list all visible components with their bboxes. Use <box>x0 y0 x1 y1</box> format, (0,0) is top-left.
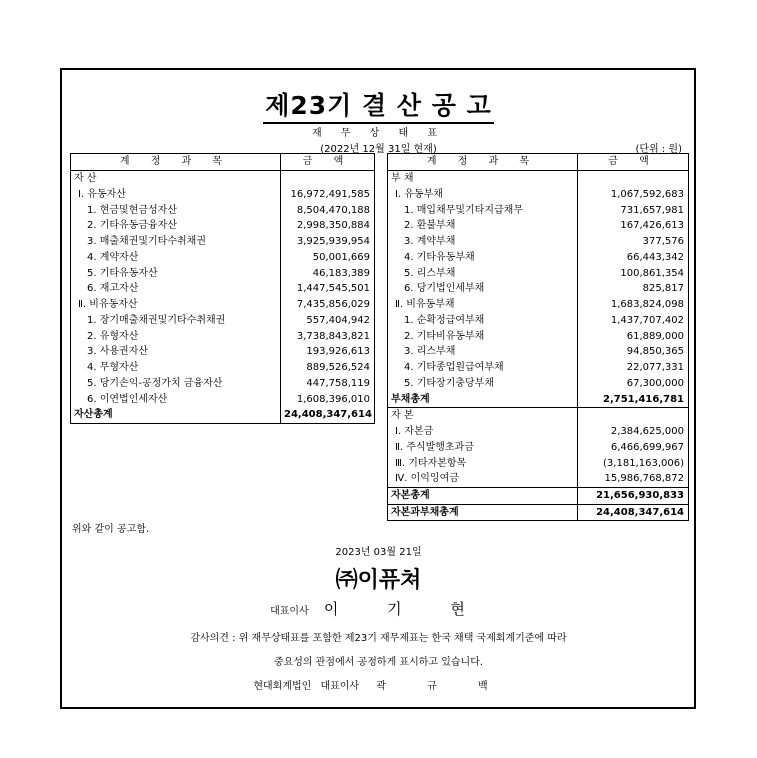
account-cell: 5. 기타유동자산 <box>71 265 281 281</box>
account-cell: 6. 재고자산 <box>71 281 281 297</box>
table-row <box>71 265 375 281</box>
table-row <box>388 440 689 456</box>
amount-cell: 46,183,389 <box>312 267 370 279</box>
table-row <box>388 187 689 203</box>
amount-cell: 447,758,119 <box>306 377 370 389</box>
account-cell: 2. 환불부채 <box>388 218 578 234</box>
table-row <box>71 313 375 329</box>
table-row <box>71 218 375 234</box>
account-cell: 6. 이연법인세자산 <box>71 391 281 407</box>
table-row <box>388 391 689 407</box>
liabilities-equity-table <box>387 153 689 521</box>
signature-date: 2023년 03월 21일 <box>335 547 422 558</box>
account-cell: 자산총계 <box>71 407 281 423</box>
amount-cell: 21,656,930,833 <box>578 487 689 504</box>
table-row <box>388 328 689 344</box>
table-row <box>71 328 375 344</box>
account-cell: 자 산 <box>71 170 281 186</box>
account-cell: Ⅰ. 유동자산 <box>71 187 281 203</box>
table-row <box>71 391 375 407</box>
audit-opinion-line-1: 감사의견 : 위 재무상태표를 포함한 제23기 재무제표는 한국 채택 국제회계기준에 따라 <box>190 633 567 644</box>
liabilities-equity-body <box>388 170 689 521</box>
amount-cell: 7,435,856,029 <box>296 299 370 311</box>
table-row <box>71 250 375 266</box>
amount-cell: 731,657,981 <box>620 204 684 216</box>
table-row <box>71 407 375 423</box>
amount-cell: 66,443,342 <box>626 251 684 263</box>
account-cell: 1. 매입채무및기타지급채무 <box>388 202 578 218</box>
table-row <box>71 281 375 297</box>
amount-header: 금 액 <box>578 154 689 171</box>
table-row <box>71 376 375 392</box>
account-cell: 자본총계 <box>388 487 578 504</box>
table-row <box>388 344 689 360</box>
amount-cell: 2,998,350,884 <box>296 220 370 232</box>
account-cell: Ⅱ. 비유동부채 <box>388 297 578 313</box>
account-cell: 3. 사용권자산 <box>71 344 281 360</box>
ceo-title: 대표이사 <box>270 606 309 617</box>
table-row <box>388 424 689 440</box>
account-cell: 2. 기타비유동부채 <box>388 328 578 344</box>
account-cell: 5. 기타장기충당부채 <box>388 376 578 392</box>
liabilities-header-row <box>388 154 689 171</box>
assets-header-row <box>71 154 375 171</box>
account-cell: 5. 당기손익-공정가치 금융자산 <box>71 376 281 392</box>
amount-cell: 22,077,331 <box>626 362 684 374</box>
amount-cell: 67,300,000 <box>626 377 684 389</box>
amount-cell: 557,404,942 <box>306 314 370 326</box>
amount-cell <box>578 408 689 424</box>
table-row <box>71 202 375 218</box>
amount-cell: 1,608,396,010 <box>296 393 370 405</box>
ceo-line <box>0 598 757 619</box>
table-row <box>388 234 689 250</box>
account-cell: 4. 기타유동부채 <box>388 250 578 266</box>
amount-cell: 3,738,843,821 <box>296 330 370 342</box>
account-cell: 4. 기타종업원급여부채 <box>388 360 578 376</box>
assets-table <box>70 153 375 424</box>
account-cell: 6. 당기법인세부채 <box>388 281 578 297</box>
table-row <box>388 487 689 504</box>
amount-cell: 889,526,524 <box>306 362 370 374</box>
account-cell: Ⅲ. 기타자본항목 <box>388 455 578 471</box>
amount-cell <box>578 170 689 186</box>
notice-note: 위와 같이 공고함. <box>72 524 150 535</box>
table-row <box>71 344 375 360</box>
table-row <box>388 281 689 297</box>
table-row <box>388 376 689 392</box>
account-cell: 자본과부채총계 <box>388 504 578 521</box>
table-row <box>388 218 689 234</box>
amount-cell: 2,384,625,000 <box>610 426 684 438</box>
account-cell: Ⅰ. 유동부채 <box>388 187 578 203</box>
table-row <box>71 187 375 203</box>
account-cell: Ⅱ. 주식발행초과금 <box>388 440 578 456</box>
account-cell: 2. 기타유동금융자산 <box>71 218 281 234</box>
account-cell: Ⅱ. 비유동자산 <box>71 297 281 313</box>
auditor-title: 대표이사 <box>320 681 360 692</box>
amount-cell: 24,408,347,614 <box>284 409 372 421</box>
account-cell: 자 본 <box>388 408 578 424</box>
table-row <box>388 313 689 329</box>
amount-cell: 167,426,613 <box>620 220 684 232</box>
account-cell: 3. 매출채권및기타수취채권 <box>71 234 281 250</box>
amount-header: 금 액 <box>281 154 375 171</box>
amount-cell: 2,751,416,781 <box>603 393 684 405</box>
auditor-line <box>0 677 757 692</box>
table-row <box>71 360 375 376</box>
amount-cell: 61,889,000 <box>626 330 684 342</box>
amount-cell: (3,181,163,006) <box>603 457 684 469</box>
table-row <box>388 360 689 376</box>
amount-cell <box>281 170 375 186</box>
account-cell: 1. 순확정급여부채 <box>388 313 578 329</box>
amount-cell: 94,850,365 <box>626 346 684 358</box>
amount-cell: 6,466,699,967 <box>610 441 684 453</box>
table-row <box>388 504 689 521</box>
notice-title: 제23기 결 산 공 고 <box>0 86 757 122</box>
account-cell: 1. 현금및현금성자산 <box>71 202 281 218</box>
amount-cell: 193,926,613 <box>306 346 370 358</box>
auditor-name: 곽 규 백 <box>376 681 504 692</box>
table-row <box>388 455 689 471</box>
amount-cell: 8,504,470,188 <box>296 204 370 216</box>
account-cell: Ⅳ. 이익잉여금 <box>388 471 578 487</box>
account-cell: 2. 유형자산 <box>71 328 281 344</box>
audit-opinion-line-2: 중요성의 관점에서 공정하게 표시하고 있습니다. <box>273 657 484 668</box>
table-row <box>388 202 689 218</box>
amount-cell: 100,861,354 <box>620 267 684 279</box>
account-cell: 부채총계 <box>388 391 578 407</box>
table-row <box>71 234 375 250</box>
amount-cell: 1,437,707,402 <box>610 314 684 326</box>
auditor-firm: 현대회계법인 <box>253 681 312 692</box>
amount-cell: 3,925,939,954 <box>296 236 370 248</box>
amount-cell: 1,447,545,501 <box>296 283 370 295</box>
ceo-name: 이 기 현 <box>323 600 487 618</box>
account-cell: 4. 계약자산 <box>71 250 281 266</box>
account-cell: 부 채 <box>388 170 578 186</box>
amount-cell: 50,001,669 <box>312 251 370 263</box>
statement-subtitle: 재 무 상 태 표 <box>311 128 445 139</box>
account-cell: 3. 리스부채 <box>388 344 578 360</box>
account-cell: 1. 장기매출채권및기타수취채권 <box>71 313 281 329</box>
account-cell: 3. 계약부채 <box>388 234 578 250</box>
table-row <box>71 297 375 313</box>
account-cell: 4. 무형자산 <box>71 360 281 376</box>
table-row <box>388 297 689 313</box>
company-name: ㈜이퓨쳐 <box>335 568 422 593</box>
table-row <box>388 265 689 281</box>
amount-cell: 1,067,592,683 <box>610 188 684 200</box>
table-row <box>388 471 689 487</box>
assets-body <box>71 170 375 423</box>
table-row <box>71 170 375 186</box>
amount-cell: 24,408,347,614 <box>578 504 689 521</box>
table-row <box>388 408 689 424</box>
table-row <box>388 250 689 266</box>
amount-cell: 15,986,768,872 <box>604 473 684 485</box>
amount-cell: 1,683,824,098 <box>610 299 684 311</box>
amount-cell: 825,817 <box>642 283 684 295</box>
statement-date: (2022년 12월 31일 현재) <box>320 144 437 155</box>
amount-cell: 377,576 <box>642 236 684 248</box>
account-header: 계 정 과 목 <box>71 154 281 171</box>
unit-label: (단위 : 원) <box>635 144 682 155</box>
account-cell: 5. 리스부채 <box>388 265 578 281</box>
account-header: 계 정 과 목 <box>388 154 578 171</box>
table-row <box>388 170 689 186</box>
amount-cell: 16,972,491,585 <box>290 188 370 200</box>
account-cell: Ⅰ. 자본금 <box>388 424 578 440</box>
